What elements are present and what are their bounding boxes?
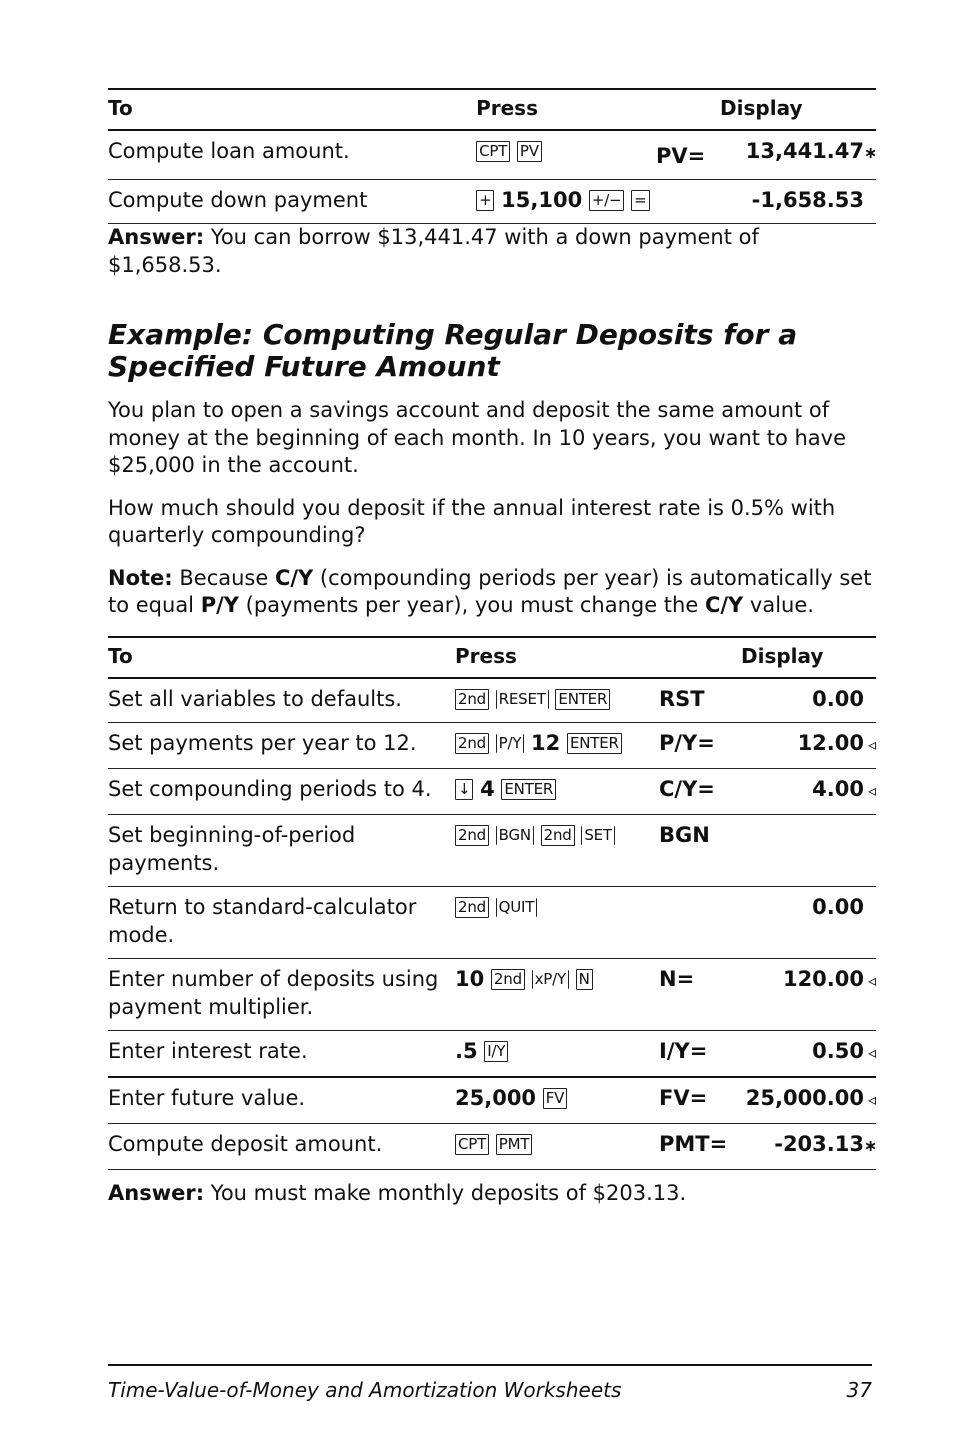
step-description: Enter number of deposits using payment multiplier. xyxy=(108,958,455,1030)
table-header-row xyxy=(108,89,876,130)
display-value xyxy=(743,1077,876,1124)
header-press: Press xyxy=(476,89,656,130)
note-text: (payments per year), you must change the xyxy=(238,593,705,617)
entered-number: 15,100 xyxy=(501,188,583,212)
display-symbol: PMT= xyxy=(659,1123,743,1169)
second-key: 2nd xyxy=(541,825,575,846)
display-number: 0.50 xyxy=(812,1038,864,1063)
display-number: 25,000.00 xyxy=(745,1085,864,1110)
plus-key: + xyxy=(476,190,494,211)
second-key: 2nd xyxy=(455,897,489,918)
xpy-key: xP/Y xyxy=(532,970,569,989)
step-description: Set compounding periods to 4. xyxy=(108,768,455,814)
table-row xyxy=(108,722,876,768)
py-key: P/Y xyxy=(496,734,525,753)
cy-term: C/Y xyxy=(274,565,314,590)
display-value xyxy=(743,1030,876,1077)
step-keys xyxy=(476,130,656,180)
intro-paragraph: You plan to open a savings account and deposit the same amount of money at the beginning of each month. In 10 years, you want to have $25,000 in the account. xyxy=(108,398,847,477)
step-keys xyxy=(476,180,656,224)
entered-triangle-icon: ◃ xyxy=(867,1089,876,1109)
table-row xyxy=(108,1123,876,1169)
step-keys xyxy=(455,814,659,886)
step-keys xyxy=(455,1030,659,1077)
table-row xyxy=(108,1030,876,1077)
table-row xyxy=(108,768,876,814)
answer-label: Answer: xyxy=(108,225,205,249)
keystroke-table-loan xyxy=(108,88,876,224)
entered-number: 12 xyxy=(531,730,561,755)
table-header-row xyxy=(108,637,876,678)
table-row xyxy=(108,1077,876,1124)
answer-deposits xyxy=(108,1180,876,1208)
footer-title: Time-Value-of-Money and Amortization Worksheets xyxy=(108,1378,622,1402)
set-key: SET xyxy=(581,826,615,845)
iy-key: I/Y xyxy=(484,1041,508,1062)
step-description: Set payments per year to 12. xyxy=(108,722,455,768)
entered-triangle-icon: ◃ xyxy=(867,970,876,990)
equals-key: = xyxy=(631,190,649,211)
step-description: Set all variables to defaults. xyxy=(108,678,455,723)
display-number: 12.00 xyxy=(797,730,864,755)
second-key: 2nd xyxy=(455,733,489,754)
header-display: Display xyxy=(659,637,876,678)
display-symbol xyxy=(659,886,743,958)
entered-triangle-icon: ◃ xyxy=(867,734,876,754)
step-description: Enter interest rate. xyxy=(108,1030,455,1077)
keystroke-table-deposits xyxy=(108,636,876,1170)
down-arrow-key: ↓ xyxy=(455,779,473,800)
display-number: 120.00 xyxy=(782,966,864,991)
display-value xyxy=(743,722,876,768)
display-value xyxy=(743,814,876,886)
cpt-key: CPT xyxy=(476,141,510,162)
display-symbol: RST xyxy=(659,678,743,723)
answer-loan xyxy=(108,224,876,279)
pv-key: PV xyxy=(517,141,542,162)
enter-key: ENTER xyxy=(567,733,622,754)
computed-asterisk-icon: ∗ xyxy=(864,1135,878,1155)
entered-triangle-icon: ◃ xyxy=(867,1042,876,1062)
step-keys xyxy=(455,722,659,768)
step-description: Enter future value. xyxy=(108,1077,455,1124)
step-keys xyxy=(455,1077,659,1124)
table-row xyxy=(108,130,876,180)
question-paragraph: How much should you deposit if the annual interest rate is 0.5% with quarterly compounding? xyxy=(108,495,836,547)
computed-asterisk-icon: ∗ xyxy=(864,143,878,162)
page-number: 37 xyxy=(846,1378,872,1402)
page-content xyxy=(108,88,876,1207)
table-row xyxy=(108,958,876,1030)
step-keys xyxy=(455,678,659,723)
display-value xyxy=(746,130,876,180)
entered-number: 25,000 xyxy=(455,1085,537,1110)
step-description: Compute down payment xyxy=(108,180,476,224)
display-symbol: PV= xyxy=(656,130,746,180)
pmt-key: PMT xyxy=(496,1134,533,1155)
display-symbol: P/Y= xyxy=(659,722,743,768)
step-description: Compute loan amount. xyxy=(108,130,476,180)
step-keys xyxy=(455,1123,659,1169)
sign-change-key: +/− xyxy=(589,190,625,211)
display-number: 0.00 xyxy=(812,686,864,711)
table-row xyxy=(108,814,876,886)
display-number: 4.00 xyxy=(812,776,864,801)
display-value xyxy=(746,180,876,224)
display-symbol: BGN xyxy=(659,814,743,886)
step-keys xyxy=(455,768,659,814)
display-number: 13,441.47 xyxy=(745,139,864,163)
reset-key: RESET xyxy=(496,690,549,709)
note-label: Note: xyxy=(108,565,173,590)
header-to: To xyxy=(108,89,476,130)
display-symbol: C/Y= xyxy=(659,768,743,814)
header-press: Press xyxy=(455,637,659,678)
second-key: 2nd xyxy=(455,689,489,710)
note-paragraph xyxy=(108,565,876,620)
second-key: 2nd xyxy=(455,825,489,846)
n-key: N xyxy=(576,969,593,990)
cy-term: C/Y xyxy=(704,593,744,617)
display-symbol: N= xyxy=(659,958,743,1030)
display-number: 0.00 xyxy=(812,894,864,919)
display-value xyxy=(743,958,876,1030)
step-keys xyxy=(455,886,659,958)
display-value xyxy=(743,1123,876,1169)
display-value xyxy=(743,886,876,958)
header-display: Display xyxy=(656,89,876,130)
table-row xyxy=(108,678,876,723)
cpt-key: CPT xyxy=(455,1134,489,1155)
example-heading: Example: Computing Regular Deposits for a Specified Future Amount xyxy=(108,318,798,383)
note-text: (compounding periods per year) is automatically set to equal xyxy=(108,565,872,617)
note-text: Because xyxy=(172,565,275,590)
py-term: P/Y xyxy=(200,593,239,617)
enter-key: ENTER xyxy=(555,689,610,710)
header-to: To xyxy=(108,637,455,678)
quit-key: QUIT xyxy=(496,898,538,917)
answer-label: Answer: xyxy=(108,1180,205,1205)
display-number: -1,658.53 xyxy=(751,188,864,212)
display-value xyxy=(743,678,876,723)
entered-number: 4 xyxy=(480,776,495,801)
entered-triangle-icon: ◃ xyxy=(867,780,876,800)
table-row xyxy=(108,886,876,958)
table-row xyxy=(108,180,876,224)
display-symbol: FV= xyxy=(659,1077,743,1124)
display-value xyxy=(743,768,876,814)
display-symbol: I/Y= xyxy=(659,1030,743,1077)
second-key: 2nd xyxy=(491,969,525,990)
step-keys xyxy=(455,958,659,1030)
answer-text: You must make monthly deposits of $203.13. xyxy=(204,1180,687,1205)
step-description: Return to standard-calculator mode. xyxy=(108,886,455,958)
enter-key: ENTER xyxy=(501,779,556,800)
display-number: -203.13 xyxy=(774,1131,864,1156)
entered-number: .5 xyxy=(455,1038,478,1063)
page-footer xyxy=(108,1364,872,1402)
note-text: value. xyxy=(743,593,814,617)
step-description: Set beginning-of-period payments. xyxy=(108,814,455,886)
display-symbol xyxy=(656,180,746,224)
answer-text: You can borrow $13,441.47 with a down payment of $1,658.53. xyxy=(108,225,759,277)
bgn-key: BGN xyxy=(496,826,534,845)
fv-key: FV xyxy=(543,1088,568,1109)
entered-number: 10 xyxy=(455,966,485,991)
step-description: Compute deposit amount. xyxy=(108,1123,455,1169)
